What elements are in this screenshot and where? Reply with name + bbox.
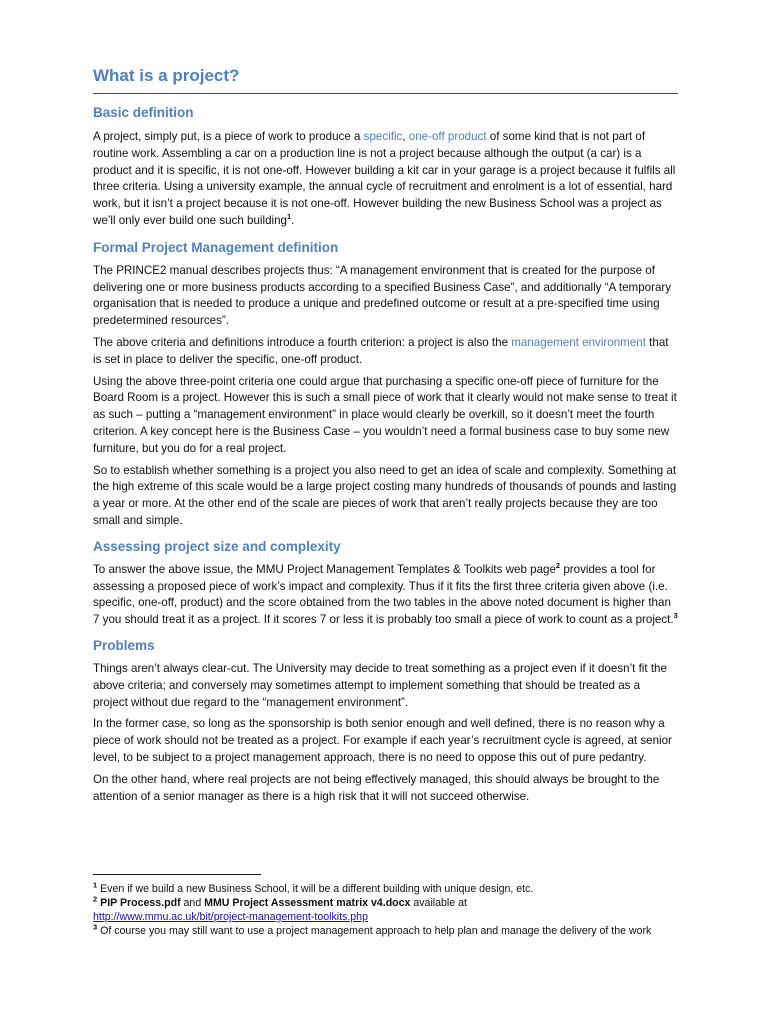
heading-basic-definition: Basic definition xyxy=(93,105,194,120)
paragraph-furniture-example: Using the above three-point criteria one could argue that purchasing a specific one-off piece of furniture for the Board Room is a project. However this is such a small piece of work that it clearly would not make sense to treat it as such – putting a “management environment” in place would clearly be overkill, so it doesn’t meet the fourth criterion. A key concept here is the Business Case – you wouldn’t need a formal business case to buy some new furniture, but you do for a real project. xyxy=(93,374,677,455)
heading-assessing: Assessing project size and complexity xyxy=(93,538,341,554)
paragraph-prince2: The PRINCE2 manual describes projects thus: “A management environment that is created for the purpose of delivering one or more business products according to a specified Business Case”, and additionally “A temporary organisation that is needed to produce a unique and predefined outcome or result at a pre-specified time using predetermined resources”. xyxy=(93,263,672,328)
footnotes xyxy=(93,882,678,938)
paragraph-not-clear-cut: Things aren’t always clear-cut. The University may decide to treat something as a project even if it doesn’t fit the above criteria; and conversely may sometimes attempt to implement something that should be treated as a project without due regard to the “management environment”. xyxy=(93,661,667,709)
highlight-one-off-product: one-off product xyxy=(408,130,487,143)
file-assessment-matrix: MMU Project Assessment matrix v4.docx xyxy=(204,897,411,909)
footnote-2: $^2$ PIP Process.pdf and MMU Project Assessment matrix v4.docx available at http://www.mmu.ac.uk/bit/project-management-toolkits.php xyxy=(93,894,467,923)
highlight-specific: specific xyxy=(363,130,403,143)
paragraph-basic-definition: A project, simply put, is a piece of work to produce a specific, one-off product of some kind that is not part of routine work. Assembling a car on a production line is not a project because although the output (a car) is a product and it is specific, it is not one-off. However building a kit car in your garage is a project because it fulfils all three criteria. Using a university example, the annual cycle of recruitment and enrolment is a lot of essential, hard work, but it isn’t a project because it is not one-off. However building the new Business School was a project as we’ll only ever build one such building$^1$. xyxy=(93,130,676,227)
footnote-3: $^3$ Of course you may still want to use a project management approach to help plan and manage the delivery of the work xyxy=(93,922,652,937)
paragraph-other-hand: On the other hand, where real projects are not being effectively managed, this should always be brought to the attention of a senior manager as there is a high risk that it will not succeed otherwise. xyxy=(93,772,660,803)
toolkit-link[interactable]: http://www.mmu.ac.uk/bit/project-management-toolkits.php xyxy=(93,911,368,923)
footnote-ref-1: 1 xyxy=(287,212,292,222)
footnote-separator xyxy=(93,874,261,875)
paragraph-assessing: To answer the above issue, the MMU Project Management Templates & Toolkits web page$^2$ provides a tool for assessing a proposed piece of work’s impact and complexity. Thus if it fits the first three criteria given above (i.e. specific, one-off, product) and the score obtained from the two tables in the above noted document is higher than 7 you should treat it as a project. If it scores 7 or less it is probably too small a piece of work to count as a project.$^3$ xyxy=(93,560,678,627)
footnote-1: $^1$ Even if we build a new Business School, it will be a different building with unique design, etc. xyxy=(93,880,534,895)
file-pip-process: PIP Process.pdf xyxy=(100,897,181,909)
footnote-ref-2: 2 xyxy=(555,560,561,570)
page-title: What is a project? xyxy=(93,62,678,94)
heading-problems: Problems xyxy=(93,637,155,653)
heading-formal-definition: Formal Project Management definition xyxy=(93,239,339,255)
paragraph-fourth-criterion: The above criteria and definitions introduce a fourth criterion: a project is also the management environment that is set in place to deliver the specific, one-off product. xyxy=(93,335,669,366)
highlight-management-environment: management environment xyxy=(511,335,646,349)
paragraph-scale-complexity: So to establish whether something is a project you also need to get an idea of scale and complexity. Something at the high extreme of this scale would be a large project costing many hundreds of thousands of pounds and lasting a year or more. At the other end of the scale are pieces of work that aren’t really projects because they are too small and simple. xyxy=(93,463,677,527)
footnote-ref-3: 3 xyxy=(673,611,678,621)
document-page xyxy=(93,62,678,805)
paragraph-former-case: In the former case, so long as the sponsorship is both senior enough and well defined, there is no reason why a piece of work should not be treated as a project. For example if each year’s recruitment cycle is agreed, at senior level, to be subject to a project management approach, there is no need to oppose this out of pure pedantry. xyxy=(93,717,672,764)
